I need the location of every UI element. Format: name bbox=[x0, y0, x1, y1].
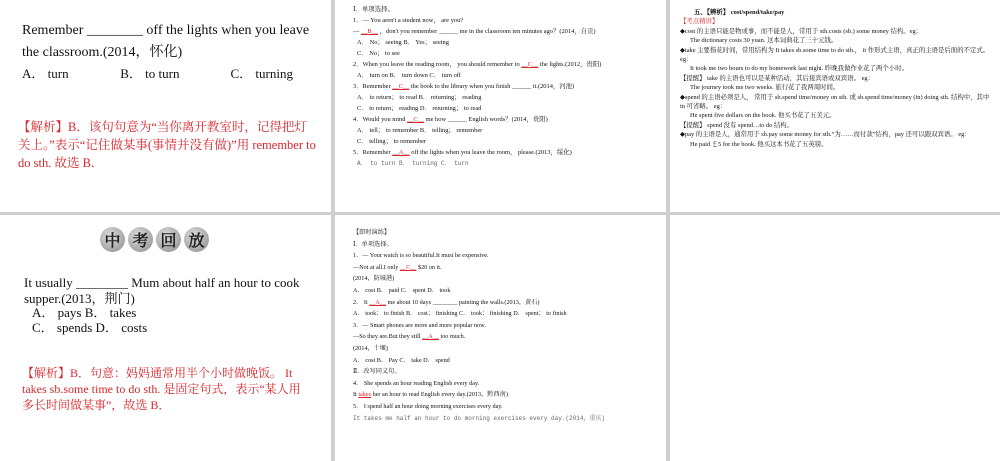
question-text: 2．When you leave the reading room， you should remember to bbox=[353, 61, 520, 68]
option-line bbox=[353, 37, 653, 48]
option-a: A． turn bbox=[22, 66, 69, 81]
practice-line bbox=[353, 331, 658, 343]
practice-line bbox=[353, 273, 658, 285]
option-text: A． No； seeing B． Yes； seeing bbox=[357, 39, 449, 46]
option-text: C． No； to see bbox=[357, 50, 400, 57]
section-heading: Ⅰ．单项选择。 bbox=[353, 6, 394, 13]
option-c: C． turning bbox=[230, 66, 293, 81]
section-heading: 【即时演练】 bbox=[353, 229, 391, 236]
practice-line bbox=[353, 297, 658, 309]
option-line bbox=[353, 125, 653, 136]
question-text: Remember ________ off the lights when you leave the classroom.(2014，怀化) bbox=[22, 23, 310, 60]
final-answer-line: It takes me half an hour to do morning exercises every day.(2014，重庆) bbox=[353, 414, 606, 422]
practice-list bbox=[353, 250, 658, 412]
option-line bbox=[353, 70, 653, 81]
slide-cost-spend-take-pay bbox=[670, 0, 1000, 212]
question-text: 3．— Smart phones are more and more popular now. bbox=[353, 321, 486, 329]
practice-line bbox=[353, 343, 658, 355]
option-text: A． turn on B． turn down C． turn off bbox=[357, 72, 461, 79]
filled-answer: __C__ bbox=[521, 61, 539, 68]
option-line bbox=[353, 92, 653, 103]
final-options: A． to turn B． turning C． turn bbox=[357, 160, 469, 167]
option-text: C． telling； to remember bbox=[357, 138, 427, 145]
question-text: A． took； to finish B． cost； finishing C． took； finishing D． spent； to finish bbox=[353, 310, 567, 318]
question-text: It bbox=[353, 391, 357, 399]
title-char: 放 bbox=[184, 227, 209, 252]
answer-options bbox=[32, 305, 147, 335]
question-text: —So they are.But they still bbox=[353, 333, 421, 341]
practice-line bbox=[353, 320, 658, 332]
option-text: C． to return； reading D． returning； to read bbox=[357, 105, 482, 112]
question-text: 5．Remember bbox=[353, 149, 391, 156]
question-text: ，don't you remember ______ me in the classroom ten minutes ago？(2014，自贡) bbox=[379, 28, 596, 35]
practice-list bbox=[353, 15, 653, 158]
question-line bbox=[353, 59, 653, 70]
question-text: 2． It bbox=[353, 298, 368, 306]
question-line bbox=[353, 15, 653, 26]
filled-answer: __A__ bbox=[422, 333, 439, 341]
analysis-text: 【解析】B．句意：妈妈通常用半个小时做晚饭。 It takes sb.some time to do sth. 是固定句式，表示“某人用多长时间做某事”，故选 B． bbox=[22, 366, 301, 412]
question-text: her an hour to read English every day.(2013，黔西南) bbox=[372, 391, 508, 399]
practice-line bbox=[353, 308, 658, 320]
filled-answer: __C__ bbox=[392, 83, 410, 90]
question-text: $20 on it. bbox=[417, 263, 442, 271]
filled-answer: __A__ bbox=[369, 298, 386, 306]
example-sentence: The journey took me two weeks. 旅行花了我两周时间。 bbox=[690, 84, 840, 92]
question-text: — bbox=[353, 28, 360, 35]
slide-blank bbox=[670, 215, 1000, 461]
question-text: too much. bbox=[440, 333, 466, 341]
explanation-line: 【提醒】 take 的主语也可以是某种活动，其后接宾语或双宾语。 eg： bbox=[680, 74, 875, 82]
option-text: A． tell； to remember B． telling； remember bbox=[357, 127, 483, 134]
question-text: A． cost B． paid C． spent D． took bbox=[353, 286, 451, 294]
practice-line bbox=[353, 389, 658, 401]
explanation-line: ◆cost 的主语只能是物或事，而不能是人，常用于 sth.costs (sb.) some money 结构。eg： bbox=[680, 27, 923, 35]
filled-answer: __C__ bbox=[407, 116, 425, 123]
question-text: 4．Would you mind bbox=[353, 116, 406, 123]
practice-line bbox=[353, 366, 658, 378]
question-text: A． cost B． Pay C． take D． spend bbox=[353, 356, 450, 364]
practice-line bbox=[353, 285, 658, 297]
slide-instant-practice bbox=[335, 215, 666, 461]
example-sentence: The dictionary costs 30 yuan. 这本词典花了三十元钱。 bbox=[690, 37, 838, 45]
question-line bbox=[353, 81, 653, 92]
question-text: (2014，十堰) bbox=[353, 344, 389, 352]
example-sentence: It took me two hours to do my homework last night. 昨晚我做作业花了两个小时。 bbox=[690, 65, 908, 73]
question-text: (2014，防城港) bbox=[353, 275, 395, 283]
explanation-line: 【考点精讲】 bbox=[680, 18, 719, 26]
practice-line bbox=[353, 378, 658, 390]
option-line bbox=[353, 136, 653, 147]
slide-remember-question bbox=[0, 0, 331, 212]
title-char: 中 bbox=[100, 227, 125, 252]
question-line bbox=[353, 114, 653, 125]
title-char: 回 bbox=[156, 227, 181, 252]
practice-line bbox=[353, 250, 658, 262]
question-text: me how ______ English words？(2014，贵阳) bbox=[425, 116, 548, 123]
example-sentence: He paid ￡5 for the book. 他买这本书花了五英镑。 bbox=[690, 140, 828, 148]
option-line bbox=[353, 103, 653, 114]
explanation-line: ◆take 主要指花时间，常用结构为 It takes sb.some time to do sth.， it 作形式主语，真正的主语是后面的不定式。eg： bbox=[680, 46, 990, 64]
question-text: 3．Remember bbox=[353, 83, 391, 90]
filled-answer: __A__ bbox=[392, 149, 410, 156]
practice-line bbox=[353, 355, 658, 367]
question-text: 5． I spend half an hour doing morning exercises every day. bbox=[353, 402, 503, 410]
practice-line bbox=[353, 262, 658, 274]
explanation-line: ◆spend 的主语必须是人， 常用于 sb.spend time/money on sth. 或 sb.spend time/money (in) doing sth. 结构中，其中 in 可省略。 eg： bbox=[680, 93, 990, 111]
slide-practice-remember bbox=[335, 0, 666, 212]
analysis-text: 【解析】B．该句句意为“当你离开教室时，记得把灯关上。”表示“记住做某事(事情并没有做)”用 remember to do sth. 故选 B． bbox=[18, 120, 316, 170]
question-line bbox=[353, 26, 653, 37]
filled-answer: takes bbox=[358, 391, 372, 399]
slide-exam-review bbox=[0, 215, 331, 461]
option-b: B． to turn bbox=[120, 66, 180, 81]
option-text: A． to return； to read B． returning； reading bbox=[357, 94, 482, 101]
explanation-line: 【提醒】 spend 没有 spend…to do 结构。 bbox=[680, 121, 794, 129]
question-text: me about 10 days ________ painting the walls.(2013，黄石) bbox=[387, 298, 540, 306]
example-sentence: He spent five dollars on the book. 他买书花了五美元。 bbox=[690, 112, 836, 120]
section-subheading: Ⅰ．单项选择。 bbox=[353, 240, 393, 248]
question-text: It usually ________ Mum about half an hour to cook supper.(2013，荆门) bbox=[24, 275, 300, 306]
question-text: Ⅱ．改写同义句。 bbox=[353, 368, 401, 376]
explanation-line: ◆pay 的主语是人，通常用于 sb.pay some money for sth.“为……而付款”结构，pay 还可以跟双宾语。 eg： bbox=[680, 131, 971, 139]
section-heading: 五、【辨析】 cost/spend/take/pay bbox=[694, 9, 785, 16]
question-text: the lights.(2012，贵阳) bbox=[539, 61, 602, 68]
option-line bbox=[353, 48, 653, 59]
question-line bbox=[353, 147, 653, 158]
filled-answer: __C__ bbox=[399, 263, 417, 271]
question-text: —Not at all.I only bbox=[353, 263, 399, 271]
options-row-2: C． spends D． costs bbox=[32, 320, 148, 335]
question-text: 1．— You aren't a student now， are you? bbox=[353, 17, 464, 24]
options-row-1: A． pays B． takes bbox=[32, 305, 137, 320]
filled-answer: __B__ bbox=[361, 28, 379, 35]
explanation-list bbox=[680, 17, 992, 149]
exam-review-title bbox=[100, 227, 209, 252]
question-text: the book to the library when you finish ______ it.(2014，河池) bbox=[410, 83, 575, 90]
question-text: off the lights when you leave the room， please.(2013，绥化) bbox=[411, 149, 572, 156]
question-text: 4． She spends an hour reading English every day. bbox=[353, 379, 480, 387]
title-char: 考 bbox=[128, 227, 153, 252]
practice-line bbox=[353, 401, 658, 413]
question-text: 1．— Your watch is so beautiful.It must be expensive. bbox=[353, 252, 489, 260]
answer-options bbox=[22, 63, 293, 82]
